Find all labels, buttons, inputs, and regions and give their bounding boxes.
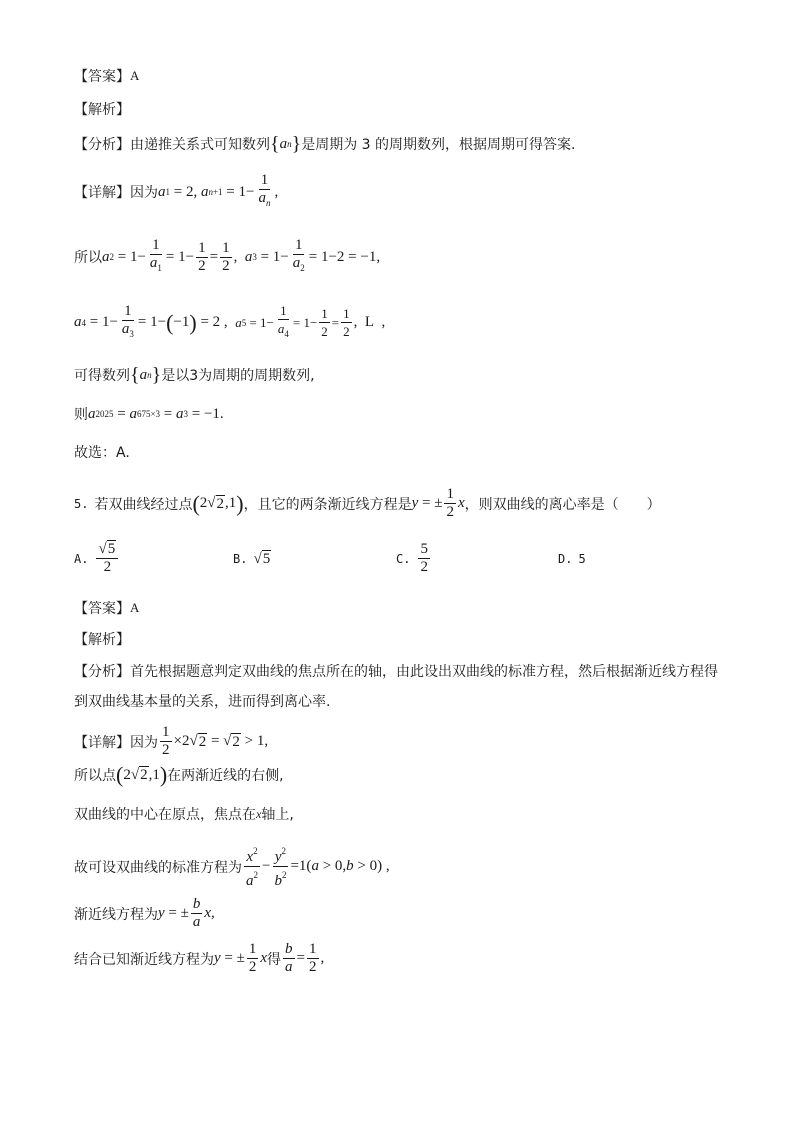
derive-text: 可得数列 — [74, 368, 130, 384]
answer-label: 【答案】 — [74, 69, 130, 85]
analysis-label: 【解析】 — [74, 102, 130, 118]
detail-label: 【详解】 — [74, 185, 130, 201]
option-a[interactable]: A. $\frac{√5}{2}$ — [74, 541, 120, 576]
q4-fenxi-line: 【分析】 由递推关系式可知数列 { a n } 是周期为 3 的周期数列，根据周期可得答案. — [74, 133, 576, 155]
q4-answer-line — [74, 66, 139, 86]
so-point-1: 所以点 — [74, 768, 116, 784]
q5-fenxi-line-1 — [74, 661, 718, 681]
standard-text: 故可设双曲线的标准方程为 — [74, 859, 242, 876]
derive-text-2: 是以3为周期的周期数列, — [161, 368, 315, 384]
formula-fraction: $\frac{1}{a_n}$ — [258, 172, 271, 208]
combine-text-1: 结合已知渐近线方程为 — [74, 951, 214, 968]
q4-line-a4-a5: a 4 = 1− $\frac{1}{a_3}$ = 1− ( −1 ) = 2 , a 5 = 1− $\frac{1}{a_4}$ = 1− $\frac{1}{2}$ = $\frac{1}{2}$ , L , — [74, 302, 386, 339]
answer-value: A — [130, 600, 140, 615]
fenxi-text-1: 首先根据题意判定双曲线的焦点所在的轴，由此设出双曲线的标准方程，然后根据渐近线方程得 — [130, 664, 718, 680]
q5-standard-line: 故可设双曲线的标准方程为 $\frac{x^2}{a^2}$ − $\frac{y^2}{b^2}$ =1( a > 0, b > 0) , — [74, 843, 390, 890]
q4-line-a2-a3: 所以 a 2 = 1− $\frac{1}{a_1}$ = 1− $\frac{1}{2}$ = $\frac{1}{2}$ , a 3 = 1− $\frac{1}{a_2}$ = 1−2 = −1, — [74, 237, 381, 274]
q5-answer-line — [74, 598, 139, 618]
answer-label: 【答案】 — [74, 601, 130, 617]
option-c[interactable]: C. $\frac{5}{2}$ — [396, 541, 428, 575]
q5-stem: 5. 若双曲线经过点 ( 2 √ 2 ,1 ) ，且它的两条渐近线方程是 y = ± $\frac{1}{2}$ x ，则双曲线的离心率是（ ） — [74, 486, 661, 520]
answer-value: A — [130, 68, 140, 83]
q4-conclusion — [74, 442, 130, 462]
q4-then-line: 则 a 2025 = a 675×3 = a 3 = −1. — [74, 405, 224, 423]
then-prefix: 则 — [74, 407, 88, 423]
center-text-2: 轴上, — [261, 807, 294, 823]
detail-label: 【详解】 — [74, 734, 130, 751]
fenxi-text-1: 由递推关系式可知数列 — [130, 137, 270, 153]
fenxi-text-2: 是周期为 3 的周期数列，根据周期可得答案. — [301, 137, 576, 153]
option-a-letter: A. — [74, 551, 89, 566]
detail-intro: 因为 — [130, 734, 158, 751]
conclusion-text: 故选：A. — [74, 445, 130, 461]
q5-asymptote-line: 渐近线方程为 y = ± $\frac{b}{a}$ x , — [74, 896, 215, 930]
option-d[interactable] — [558, 552, 586, 566]
q5-analysis-label — [74, 629, 130, 649]
fenxi-label: 【分析】 — [74, 137, 130, 153]
combine-text-2: 得 — [267, 951, 282, 968]
line2-prefix: 所以 — [74, 250, 102, 266]
option-b-letter: B. — [233, 552, 248, 566]
analysis-label: 【解析】 — [74, 632, 130, 648]
stem-text-3: ，则双曲线的离心率是（ ） — [464, 496, 661, 513]
question-number: 5. — [74, 496, 89, 511]
stem-text-1: 若双曲线经过点 — [94, 496, 193, 513]
fenxi-text-2: 到双曲线基本量的关系，进而得到离心率. — [74, 694, 331, 710]
q5-fenxi-line-2 — [74, 691, 330, 711]
q5-combine-line: 结合已知渐近线方程为 y = ± $\frac{1}{2}$ x 得 $\frac{b}{a}$ = $\frac{1}{2}$ , — [74, 941, 325, 975]
q4-detail-line: 【详解】 因为 a 1 = 2, a n +1 = 1− $\frac{1}{a_n}$ , — [74, 172, 278, 212]
option-c-letter: C. — [396, 551, 411, 566]
fenxi-label: 【分析】 — [74, 664, 130, 680]
q4-derive-line: 可得数列 { a n } 是以3为周期的周期数列, — [74, 364, 315, 386]
asymptote-text: 渐近线方程为 — [74, 906, 158, 923]
stem-text-2: ，且它的两条渐近线方程是 — [243, 496, 412, 513]
center-text-1: 双曲线的中心在原点，焦点在 — [74, 807, 256, 823]
option-d-letter: D. — [558, 552, 573, 566]
q4-analysis-label — [74, 99, 130, 119]
detail-intro: 因为 — [130, 185, 158, 201]
q5-so-point-line: 所以点 ( 2 √ 2 ,1 ) 在两渐近线的右侧, — [74, 762, 284, 787]
option-b[interactable]: B. √ 5 — [233, 550, 271, 567]
option-d-value: 5 — [578, 552, 586, 566]
q5-center-line: 双曲线的中心在原点，焦点在 x 轴上, — [74, 804, 294, 824]
so-point-2: 在两渐近线的右侧, — [167, 768, 284, 784]
q5-detail-line: 【详解】 因为 $\frac{1}{2}$ ×2 √ 2 = √ 2 > 1, — [74, 724, 269, 758]
